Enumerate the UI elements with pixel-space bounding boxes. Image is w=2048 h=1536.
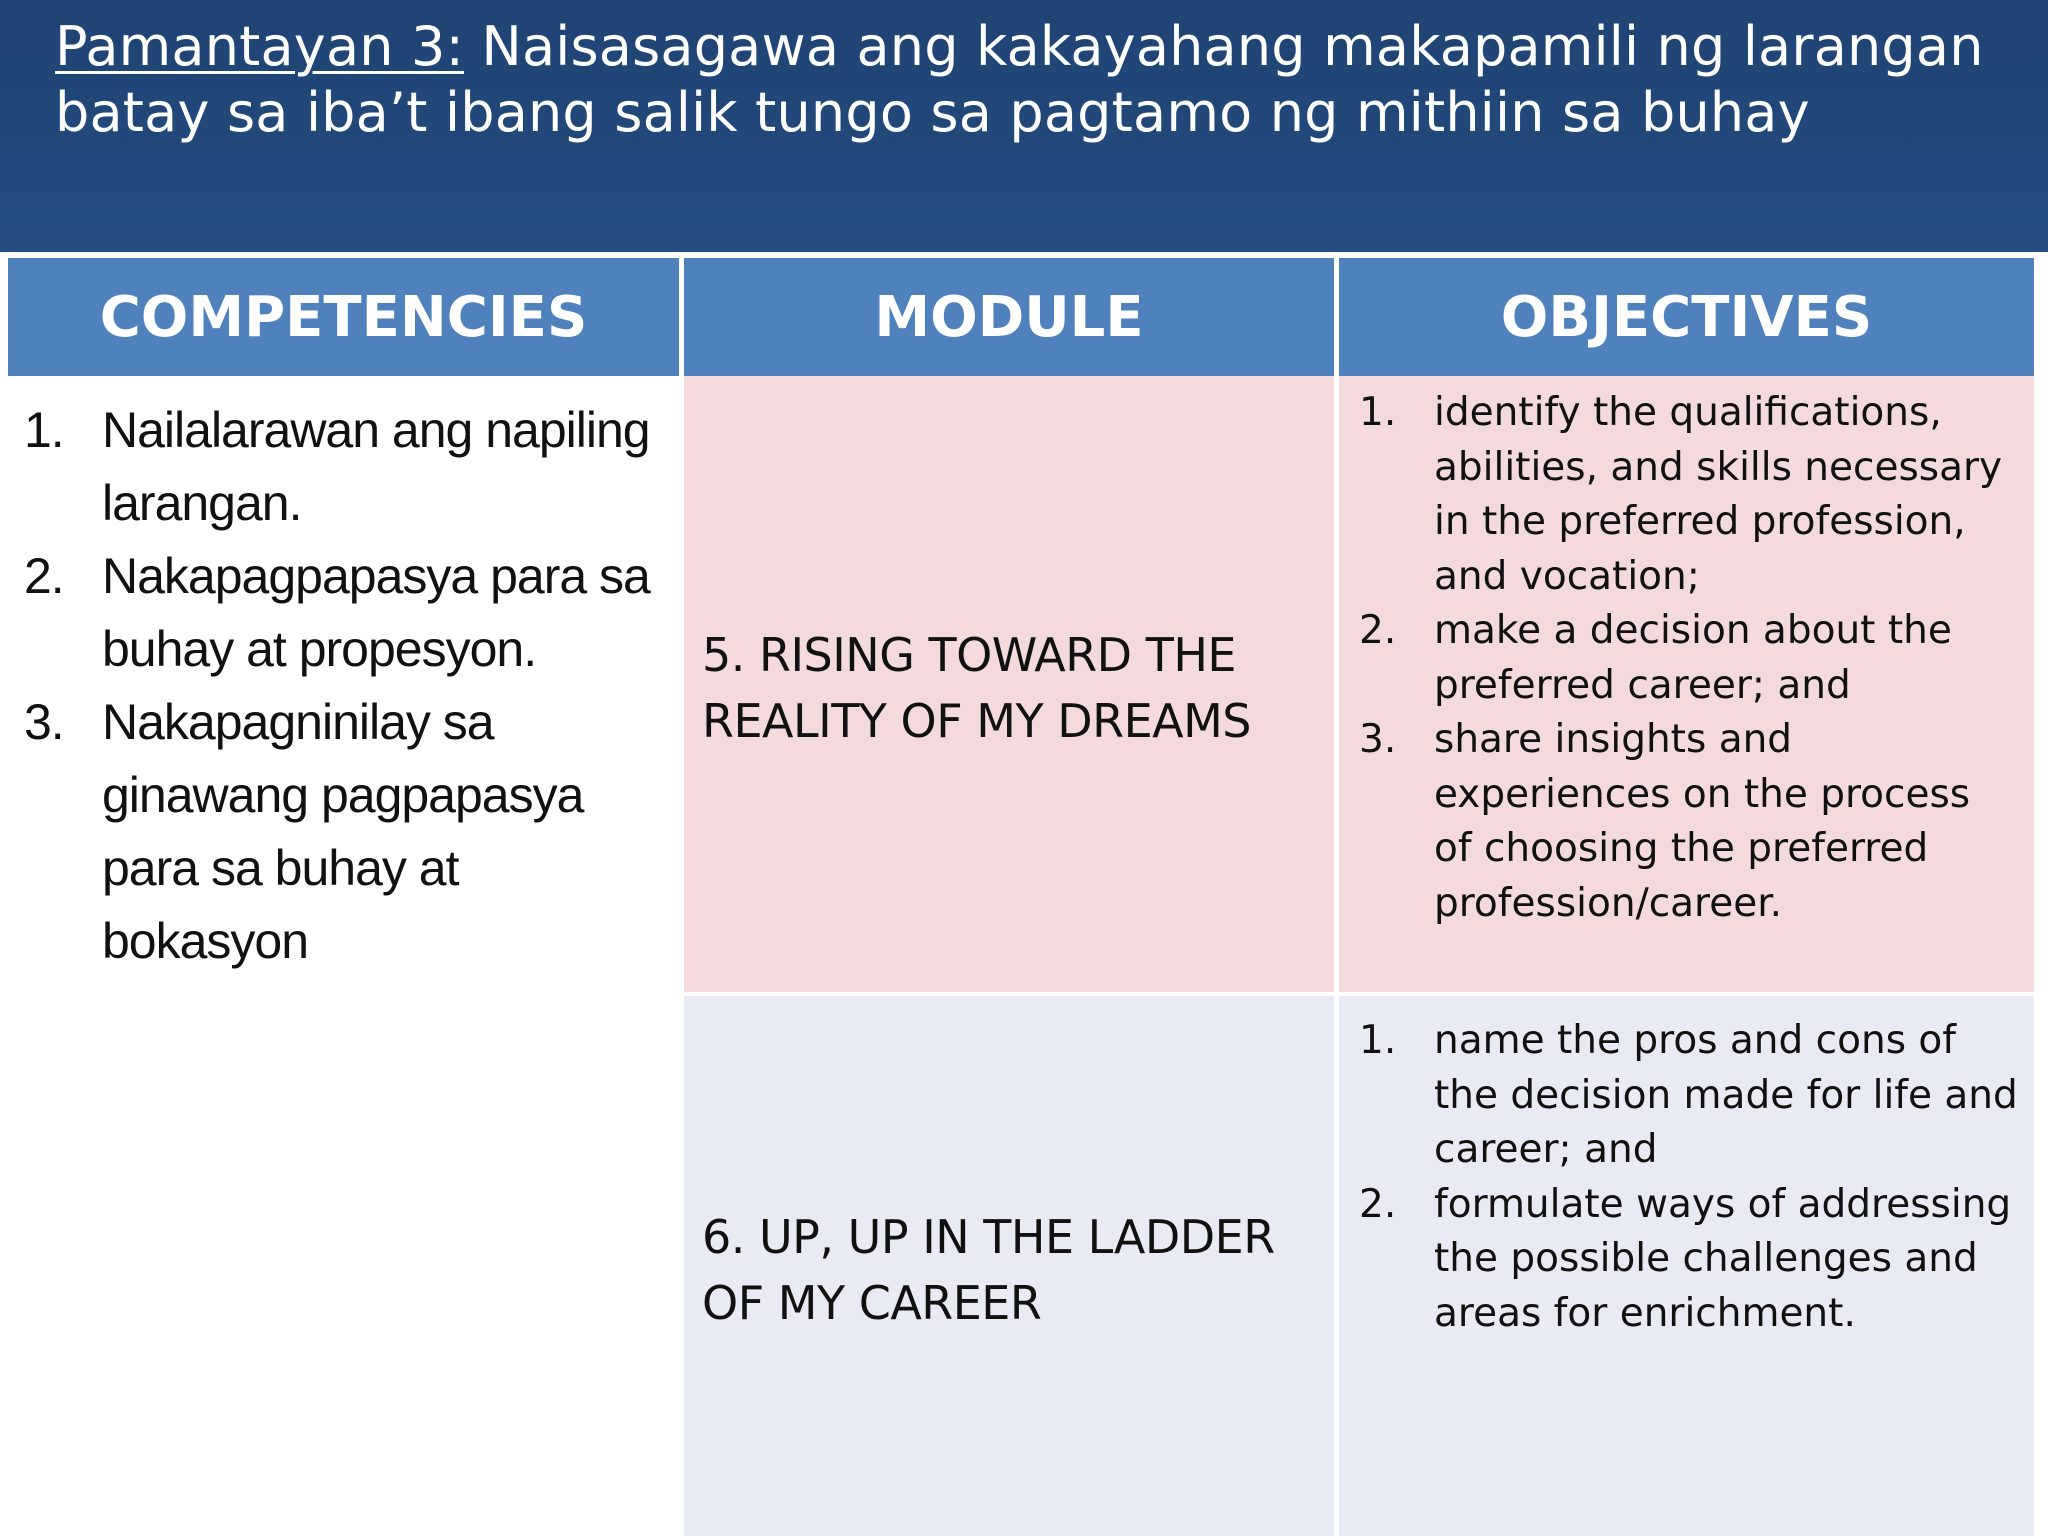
objectives-cell-6 xyxy=(1339,996,2034,1536)
objective-text: name the pros and cons of the decision made for life and career; and xyxy=(1434,1018,2018,1172)
competency-number: 3. xyxy=(24,694,64,750)
objective-text: make a decision about the preferred career; and xyxy=(1434,608,1952,708)
objective-number: 1. xyxy=(1359,390,1397,435)
column-header-module: MODULE xyxy=(684,258,1334,376)
module-title: 5. RISING TOWARD THE REALITY OF MY DREAMS xyxy=(702,628,1252,748)
objective-number: 3. xyxy=(1359,717,1397,762)
competency-item xyxy=(24,686,664,978)
competency-text: Nakapagpapasya para sa buhay at propesyon. xyxy=(102,548,650,677)
competency-text: Nailalarawan ang napiling larangan. xyxy=(102,402,650,531)
objective-item xyxy=(1359,1014,2019,1178)
objective-item xyxy=(1359,604,2019,713)
objective-number: 1. xyxy=(1359,1018,1397,1063)
objective-text: identify the qualifications, abilities, and skills necessary in the preferred profession, and vocation; xyxy=(1434,390,2003,599)
objectives-list xyxy=(1359,1014,2019,1341)
objective-number: 2. xyxy=(1359,1181,1397,1227)
module-title: 6. UP, UP IN THE LADDER OF MY CAREER xyxy=(702,1210,1275,1330)
standard-label: Pamantayan 3: xyxy=(55,15,464,78)
curriculum-table xyxy=(0,252,2048,1536)
slide-header xyxy=(0,0,2048,255)
module-cell-5 xyxy=(684,376,1334,992)
objective-text: formulate ways of addressing the possible challenges and areas for enrichment. xyxy=(1434,1181,2012,1336)
standard-text: Naisasagawa ang kakayahang makapamili ng larangan batay sa iba’t ibang salik tungo sa pagtamo ng mithiin sa buhay xyxy=(55,15,1984,144)
competencies-cell xyxy=(8,376,679,1536)
slide-title xyxy=(55,14,2015,146)
objective-item xyxy=(1359,1178,2019,1342)
objective-number: 2. xyxy=(1359,608,1397,653)
competency-text: Nakapagninilay sa ginawang pagpapasya para sa buhay at bokasyon xyxy=(102,694,584,969)
competency-number: 1. xyxy=(24,402,64,458)
module-cell-6 xyxy=(684,996,1334,1536)
competency-item xyxy=(24,540,664,686)
objective-item xyxy=(1359,386,2019,604)
competency-item xyxy=(24,394,664,540)
competencies-list xyxy=(24,394,664,978)
objectives-cell-5 xyxy=(1339,376,2034,992)
column-header-objectives: OBJECTIVES xyxy=(1339,258,2034,376)
objective-item xyxy=(1359,713,2019,931)
objectives-list xyxy=(1359,386,2019,931)
column-header-competencies: COMPETENCIES xyxy=(8,258,679,376)
competency-number: 2. xyxy=(24,548,64,604)
objective-text: share insights and experiences on the process of choosing the preferred profession/career. xyxy=(1434,717,1971,926)
